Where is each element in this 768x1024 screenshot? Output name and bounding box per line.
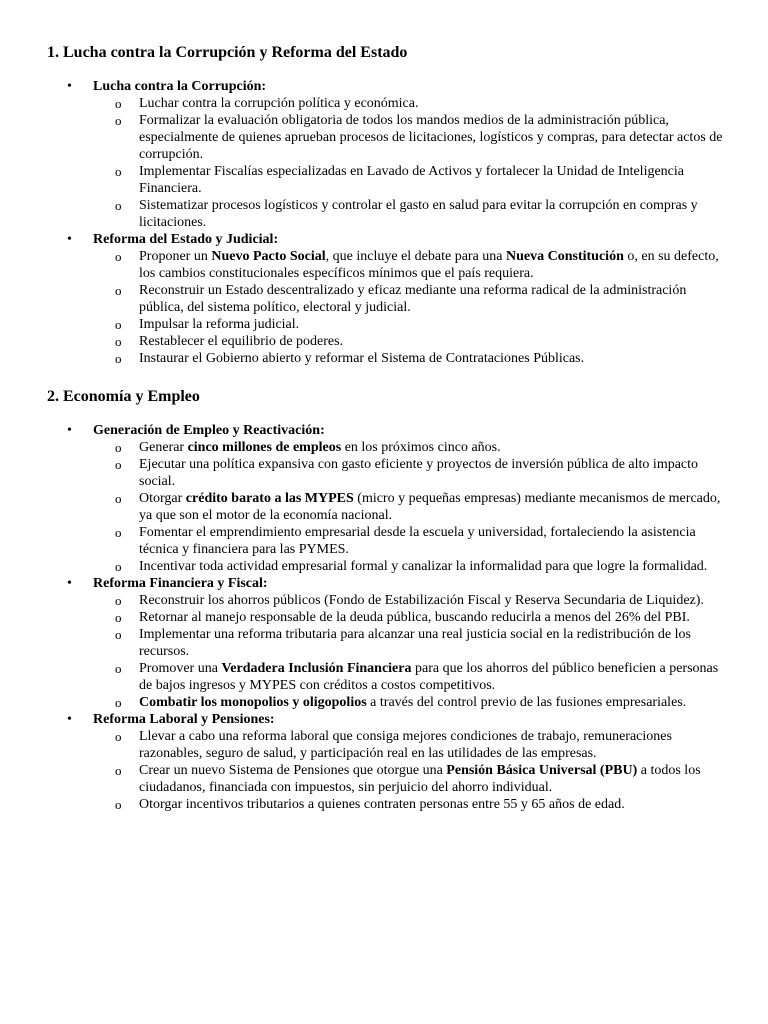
topic-list	[47, 422, 728, 813]
bullet-icon: •	[67, 232, 72, 247]
item-text: (micro y pequeñas empresas) mediante mecanismos de mercado, ya que son el motor de la economía nacional.	[139, 491, 721, 523]
circle-bullet-icon: o	[115, 763, 122, 778]
emphasis-text: cinco millones de empleos	[187, 440, 342, 455]
topic-title: Reforma Laboral y Pensiones:	[93, 712, 275, 727]
circle-bullet-icon: o	[115, 525, 122, 540]
circle-bullet-icon: o	[115, 695, 122, 710]
item-text: para que los ahorros del público beneficien a personas de bajos ingresos y MYPES con créditos a costos competitivos.	[139, 661, 719, 693]
list-item	[93, 626, 728, 660]
emphasis-text: Pensión Básica Universal (PBU)	[446, 763, 638, 778]
item-text: Formalizar la evaluación obligatoria de todos los mandos medios de la administración pública, especialmente de quienes aprueban procesos de licitaciones, logísticos y compras, para detectar actos de corrupción.	[139, 113, 723, 162]
circle-bullet-icon: o	[115, 440, 122, 455]
circle-bullet-icon: o	[115, 96, 122, 111]
item-text: Sistematizar procesos logísticos y controlar el gasto en salud para evitar la corrupción en compras y licitaciones.	[139, 198, 698, 230]
emphasis-text: Nuevo Pacto Social	[211, 249, 326, 264]
list-item	[93, 95, 728, 112]
circle-bullet-icon: o	[115, 283, 122, 298]
circle-bullet-icon: o	[115, 113, 122, 128]
circle-bullet-icon: o	[115, 351, 122, 366]
item-text: Fomentar el emprendimiento empresarial desde la escuela y universidad, fortaleciendo la asistencia técnica y financiera para las PYMES.	[139, 525, 696, 557]
circle-bullet-icon: o	[115, 457, 122, 472]
item-text: Otorgar	[139, 491, 186, 506]
bullet-icon: •	[67, 423, 72, 438]
item-text: Retornar al manejo responsable de la deuda pública, buscando reducirla a menos del 26% del PBI.	[139, 610, 690, 625]
circle-bullet-icon: o	[115, 317, 122, 332]
item-text: Promover una	[139, 661, 222, 676]
list-item	[93, 524, 728, 558]
sub-item-list	[93, 728, 728, 813]
list-item	[93, 350, 728, 367]
item-text: Generar	[139, 440, 188, 455]
circle-bullet-icon: o	[115, 610, 122, 625]
item-text: Llevar a cabo una reforma laboral que consiga mejores condiciones de trabajo, remuneraciones razonables, seguro de salud, y participación real en las utilidades de las empresas.	[139, 729, 672, 761]
topic-title: Lucha contra la Corrupción:	[93, 79, 267, 94]
sub-item-list	[93, 592, 728, 711]
item-text: Proponer un	[139, 249, 212, 264]
emphasis-text: Verdadera Inclusión Financiera	[221, 661, 412, 676]
item-text: Incentivar toda actividad empresarial formal y canalizar la informalidad para que logre la formalidad.	[139, 559, 708, 574]
topic-title: Generación de Empleo y Reactivación:	[93, 423, 325, 438]
list-item	[93, 333, 728, 350]
list-item	[93, 439, 728, 456]
item-text: Reconstruir un Estado descentralizado y eficaz mediante una reforma radical de la administración pública, del sistema político, electoral y judicial.	[139, 283, 687, 315]
bullet-icon: •	[67, 712, 72, 727]
list-item	[93, 558, 728, 575]
bullet-icon: •	[67, 79, 72, 94]
sub-item-list	[93, 439, 728, 575]
item-text: Ejecutar una política expansiva con gasto eficiente y proyectos de inversión pública de alto impacto social.	[139, 457, 699, 489]
circle-bullet-icon: o	[115, 593, 122, 608]
emphasis-text: Combatir los monopolios y oligopolios	[139, 695, 367, 710]
topic-title: Reforma del Estado y Judicial:	[93, 232, 279, 247]
item-text: Instaurar el Gobierno abierto y reformar el Sistema de Contrataciones Públicas.	[139, 351, 585, 366]
item-text: o, en su defecto, los cambios constitucionales específicos mínimos que el país requiera.	[139, 249, 719, 281]
item-text: Impulsar la reforma judicial.	[139, 317, 300, 332]
list-item	[93, 490, 728, 524]
circle-bullet-icon: o	[115, 627, 122, 642]
topic-item	[47, 422, 728, 575]
item-text: Otorgar incentivos tributarios a quienes contraten personas entre 55 y 65 años de edad.	[139, 797, 625, 812]
list-item	[93, 694, 728, 711]
topic-list	[47, 78, 728, 367]
list-item	[93, 762, 728, 796]
list-item	[93, 112, 728, 163]
item-text: Crear un nuevo Sistema de Pensiones que otorgue una	[139, 763, 447, 778]
circle-bullet-icon: o	[115, 559, 122, 574]
circle-bullet-icon: o	[115, 797, 122, 812]
list-item	[93, 796, 728, 813]
item-text: en los próximos cinco años.	[341, 440, 501, 455]
section-heading: 1. Lucha contra la Corrupción y Reforma del Estado	[47, 44, 408, 61]
list-item	[93, 197, 728, 231]
circle-bullet-icon: o	[115, 249, 122, 264]
circle-bullet-icon: o	[115, 491, 122, 506]
topic-item	[47, 231, 728, 367]
item-text: a todos los ciudadanos, financiada con impuestos, sin perjuicio del ahorro individual.	[139, 763, 701, 795]
topic-item	[47, 78, 728, 231]
list-item	[93, 248, 728, 282]
emphasis-text: Nueva Constitución	[506, 249, 624, 264]
list-item	[93, 456, 728, 490]
list-item	[93, 282, 728, 316]
circle-bullet-icon: o	[115, 661, 122, 676]
list-item	[93, 660, 728, 694]
item-text: Implementar Fiscalías especializadas en Lavado de Activos y fortalecer la Unidad de Inteligencia Financiera.	[139, 164, 684, 196]
circle-bullet-icon: o	[115, 729, 122, 744]
list-item	[93, 728, 728, 762]
list-item	[93, 609, 728, 626]
topic-title: Reforma Financiera y Fiscal:	[93, 576, 268, 591]
section-heading: 2. Economía y Empleo	[47, 388, 200, 405]
item-text: Luchar contra la corrupción política y económica.	[139, 96, 419, 111]
circle-bullet-icon: o	[115, 334, 122, 349]
sub-item-list	[93, 95, 728, 231]
circle-bullet-icon: o	[115, 198, 122, 213]
bullet-icon: •	[67, 576, 72, 591]
item-text: Implementar una reforma tributaria para alcanzar una real justicia social en la redistribución de los recursos.	[139, 627, 691, 659]
sub-item-list	[93, 248, 728, 367]
list-item	[93, 163, 728, 197]
topic-item	[47, 711, 728, 813]
circle-bullet-icon: o	[115, 164, 122, 179]
item-text: a través del control previo de las fusiones empresariales.	[366, 695, 687, 710]
item-text: Reconstruir los ahorros públicos (Fondo de Estabilización Fiscal y Reserva Secundaria de Liquidez).	[139, 593, 704, 608]
topic-item	[47, 575, 728, 711]
list-item	[93, 316, 728, 333]
item-text: Restablecer el equilibrio de poderes.	[139, 334, 344, 349]
list-item	[93, 592, 728, 609]
item-text: , que incluye el debate para una	[325, 249, 507, 264]
emphasis-text: crédito barato a las MYPES	[185, 491, 354, 506]
